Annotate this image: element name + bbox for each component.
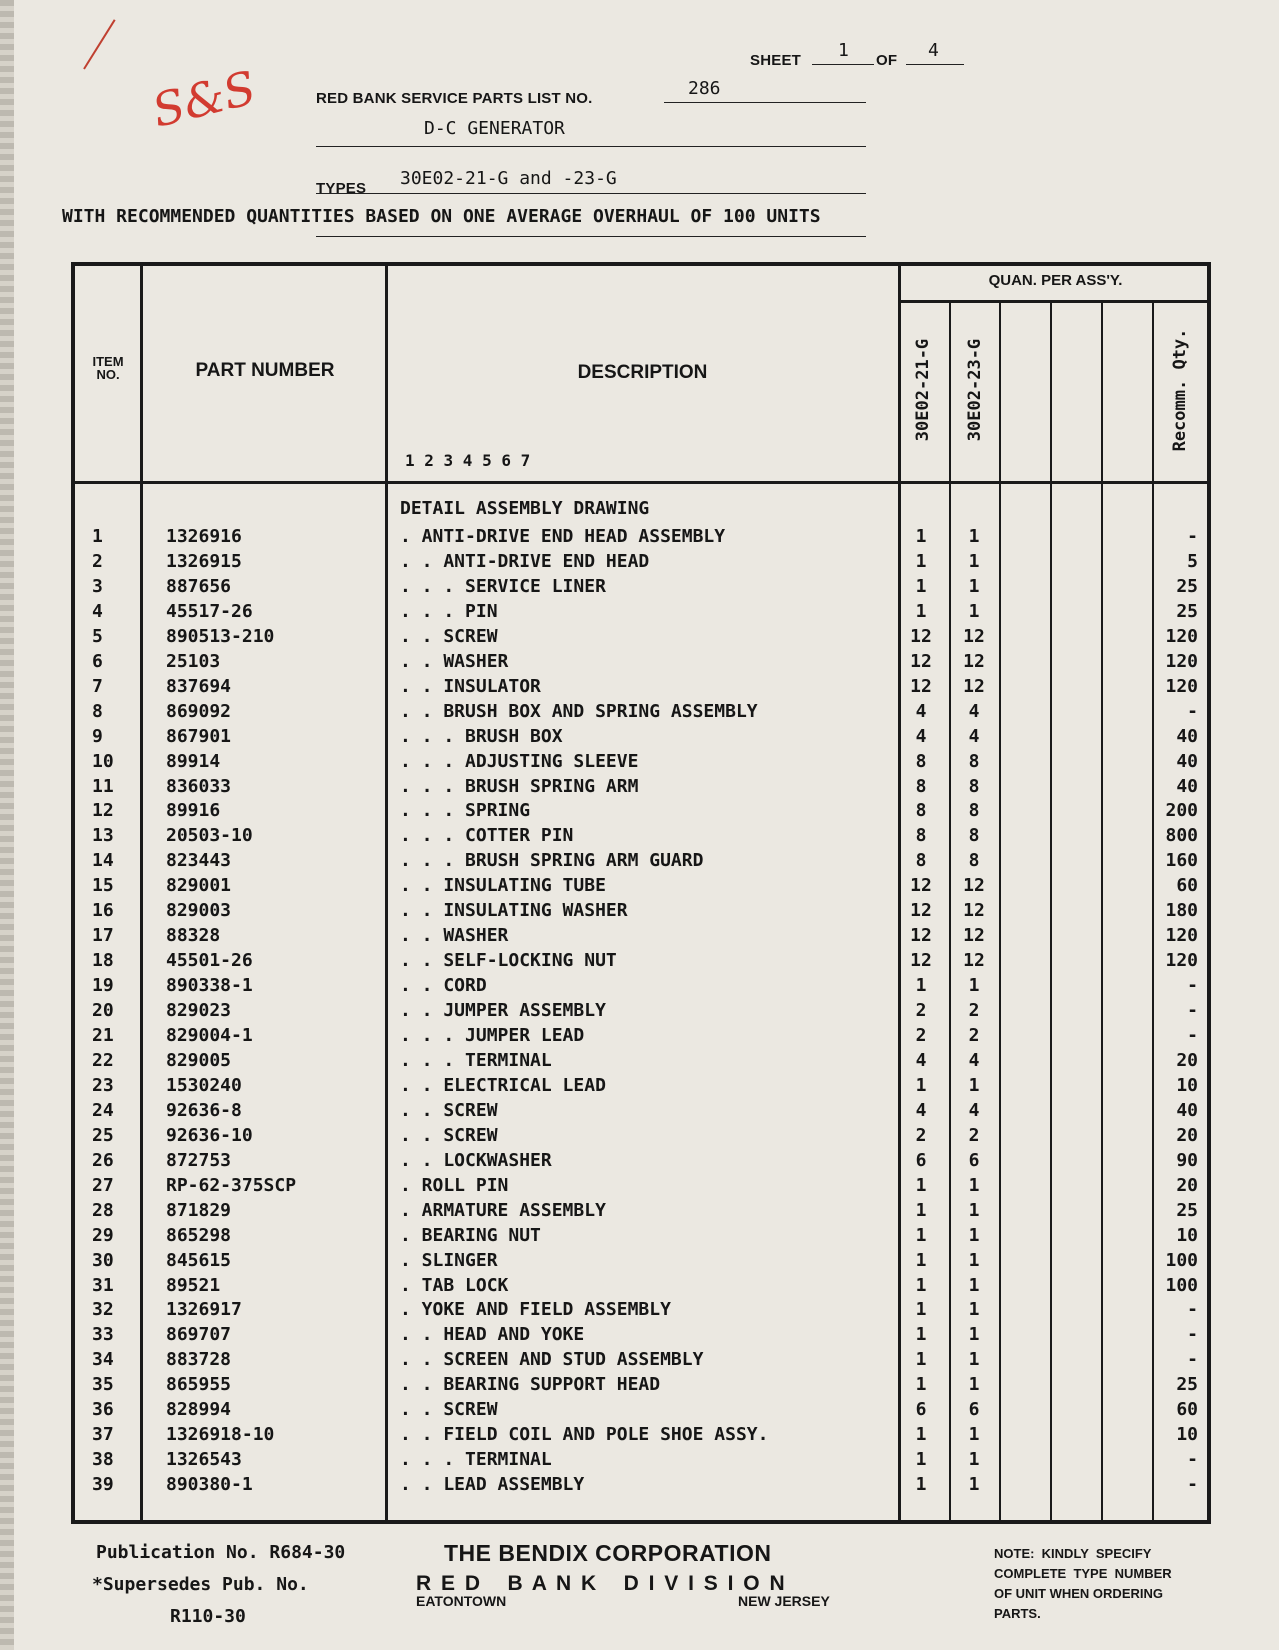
quantity-type2: 1 xyxy=(968,1424,980,1446)
part-number: 869092 xyxy=(166,700,232,722)
quan-per-assy-header: QUAN. PER ASS'Y. xyxy=(988,272,1123,289)
item-number: 25 xyxy=(92,1124,114,1146)
item-number: 11 xyxy=(92,775,114,797)
subtitle-rule xyxy=(316,236,866,237)
part-number: 872753 xyxy=(166,1149,232,1171)
item-number: 9 xyxy=(92,725,103,747)
type1-header: 30E02-21-G xyxy=(913,338,933,442)
part-description: . . . TERMINAL xyxy=(400,1449,552,1471)
recommended-quantity: - xyxy=(1187,700,1198,722)
part-description: . . INSULATING WASHER xyxy=(400,900,628,922)
part-number: 89916 xyxy=(166,800,221,822)
recommended-quantity: 100 xyxy=(1165,1274,1198,1296)
quantity-type2: 1 xyxy=(968,1249,980,1271)
item-number: 30 xyxy=(92,1249,114,1271)
item-number: 15 xyxy=(92,875,114,897)
part-description: . ANTI-DRIVE END HEAD ASSEMBLY xyxy=(400,526,726,547)
item-number: 21 xyxy=(92,1025,114,1046)
quantity-type1: 1 xyxy=(915,1174,927,1196)
recommended-quantity: 40 xyxy=(1176,1099,1198,1121)
part-description: . . SCREW xyxy=(400,1399,498,1421)
supersedes-number: R110-30 xyxy=(170,1606,246,1627)
part-number: 883728 xyxy=(166,1349,232,1371)
item-number: 32 xyxy=(92,1299,114,1321)
quan-header-rule xyxy=(898,300,1211,303)
recommended-quantity: - xyxy=(1187,1449,1198,1471)
recommended-quantity: 40 xyxy=(1176,775,1198,797)
recommended-quantity: 10 xyxy=(1176,1424,1198,1446)
quantity-type1: 4 xyxy=(915,1099,927,1121)
publication-number: Publication No. R684-30 xyxy=(96,1542,346,1563)
quantity-type1: 8 xyxy=(915,800,927,822)
quantity-type2: 1 xyxy=(968,600,980,622)
quantity-type1: 1 xyxy=(915,1324,927,1346)
recommended-quantity: - xyxy=(1187,975,1198,997)
part-description: . . . SPRING xyxy=(400,800,531,822)
item-number: 35 xyxy=(92,1374,114,1396)
sheet-total-rule xyxy=(906,64,964,65)
parts-list-label: RED BANK SERVICE PARTS LIST NO. xyxy=(316,90,593,107)
part-description: . . WASHER xyxy=(400,925,509,947)
recommended-quantity: 200 xyxy=(1165,800,1198,822)
item-number: 17 xyxy=(92,925,114,947)
part-description: . . . SERVICE LINER xyxy=(400,575,606,597)
item-number: 14 xyxy=(92,850,114,872)
item-number: 19 xyxy=(92,975,114,997)
part-description: . . CORD xyxy=(400,975,487,997)
part-description: . . SCREW xyxy=(400,1099,498,1121)
quantity-type2: 4 xyxy=(968,1099,980,1121)
item-number: 39 xyxy=(92,1474,114,1496)
part-description: . . . JUMPER LEAD xyxy=(400,1025,585,1046)
company-name: THE BENDIX CORPORATION xyxy=(444,1540,772,1566)
quantity-type2: 1 xyxy=(968,1449,980,1471)
part-description: . . . ADJUSTING SLEEVE xyxy=(400,750,639,772)
part-number: RP-62-375SCP xyxy=(166,1174,297,1196)
part-number: 890338-1 xyxy=(166,975,253,997)
quantity-type1: 1 xyxy=(915,575,927,597)
recommended-quantity: - xyxy=(1187,526,1198,547)
quantity-type1: 1 xyxy=(915,1224,927,1246)
quantity-type2: 12 xyxy=(963,900,985,922)
recommended-quantity: - xyxy=(1187,1349,1198,1371)
quantity-type1: 1 xyxy=(915,1474,927,1496)
quantity-type2: 1 xyxy=(968,1199,980,1221)
quantity-type1: 1 xyxy=(915,1299,927,1321)
quantity-type1: 12 xyxy=(910,900,932,922)
part-number: 887656 xyxy=(166,575,232,597)
item-number: 22 xyxy=(92,1049,114,1071)
supersedes-label: *Supersedes Pub. No. xyxy=(92,1574,309,1595)
part-number: 1326915 xyxy=(166,550,242,572)
binding-edge xyxy=(0,0,14,1650)
types-label: TYPES xyxy=(316,180,367,197)
recommended-quantity: 160 xyxy=(1165,850,1198,872)
sheet-label: SHEET xyxy=(750,52,802,69)
part-number: 20503-10 xyxy=(166,825,253,847)
item-number: 1 xyxy=(92,526,103,547)
part-number: 865955 xyxy=(166,1374,232,1396)
recommended-quantity: 40 xyxy=(1176,725,1198,747)
item-number: 23 xyxy=(92,1074,114,1096)
part-description: . . LOCKWASHER xyxy=(400,1149,552,1171)
quantity-type1: 8 xyxy=(915,775,927,797)
quantity-type2: 8 xyxy=(968,825,980,847)
part-number: 1530240 xyxy=(166,1074,242,1096)
recommended-quantity: - xyxy=(1187,1025,1198,1046)
part-description: . . INSULATING TUBE xyxy=(400,875,606,897)
quantity-type2: 12 xyxy=(963,875,985,897)
quantity-type1: 2 xyxy=(915,1124,927,1146)
quantity-type1: 1 xyxy=(915,975,927,997)
quantity-type2: 12 xyxy=(963,675,985,697)
quantity-type1: 4 xyxy=(915,725,927,747)
quantity-type1: 6 xyxy=(915,1149,927,1171)
quantity-type2: 1 xyxy=(968,1174,980,1196)
recommended-quantity: 40 xyxy=(1176,750,1198,772)
recommended-quantity: 25 xyxy=(1176,1199,1198,1221)
item-number: 6 xyxy=(92,650,103,672)
item-number: 27 xyxy=(92,1174,114,1196)
part-number: 869707 xyxy=(166,1324,232,1346)
quantity-type1: 2 xyxy=(915,1025,927,1046)
item-number: 37 xyxy=(92,1424,114,1446)
types-rule xyxy=(316,193,866,194)
type2-header: 30E02-23-G xyxy=(965,338,985,442)
recommended-quantity: 25 xyxy=(1176,575,1198,597)
item-number: 31 xyxy=(92,1274,114,1296)
sheet-number-rule xyxy=(812,64,874,65)
part-number: 890380-1 xyxy=(166,1474,253,1496)
item-number: 28 xyxy=(92,1199,114,1221)
quantity-type2: 4 xyxy=(968,700,980,722)
quantity-type2: 1 xyxy=(968,1474,980,1496)
quantity-type2: 6 xyxy=(968,1399,980,1421)
sheet-number: 1 xyxy=(838,40,849,61)
state: NEW JERSEY xyxy=(738,1593,830,1609)
item-no-header: ITEM NO. xyxy=(92,354,124,382)
part-number: 92636-8 xyxy=(166,1099,242,1121)
recommended-quantity: 180 xyxy=(1165,900,1198,922)
quantity-type2: 1 xyxy=(968,575,980,597)
divider-item xyxy=(140,262,143,1524)
quantity-type2: 1 xyxy=(968,1374,980,1396)
part-description: . ROLL PIN xyxy=(400,1174,509,1196)
part-description: . TAB LOCK xyxy=(400,1274,509,1296)
quantity-type2: 4 xyxy=(968,1049,980,1071)
quantity-type1: 1 xyxy=(915,600,927,622)
item-number: 38 xyxy=(92,1449,114,1471)
part-number: 890513-210 xyxy=(166,625,275,647)
quantity-type1: 8 xyxy=(915,750,927,772)
quantity-type1: 1 xyxy=(915,1374,927,1396)
quantity-type2: 1 xyxy=(968,1299,980,1321)
recommended-quantity: 25 xyxy=(1176,1374,1198,1396)
recommended-quantity: 60 xyxy=(1176,1399,1198,1421)
part-number: 89521 xyxy=(166,1274,221,1296)
of-label: OF xyxy=(876,52,898,69)
recommended-quantity: - xyxy=(1187,1324,1198,1346)
part-description: . . BRUSH BOX AND SPRING ASSEMBLY xyxy=(400,700,758,722)
quantity-type1: 12 xyxy=(910,875,932,897)
recommended-quantity: 90 xyxy=(1176,1149,1198,1171)
part-number: 92636-10 xyxy=(166,1124,253,1146)
quantity-type2: 1 xyxy=(968,1324,980,1346)
quantity-type2: 12 xyxy=(963,950,985,972)
part-description: . . . PIN xyxy=(400,600,498,622)
part-number: 88328 xyxy=(166,925,221,947)
quantity-type2: 2 xyxy=(968,1025,980,1046)
part-number: 89914 xyxy=(166,750,221,772)
part-number: 25103 xyxy=(166,650,221,672)
quantity-type1: 8 xyxy=(915,825,927,847)
note-line-1: NOTE: KINDLY SPECIFY xyxy=(994,1546,1152,1561)
part-description: . . HEAD AND YOKE xyxy=(400,1324,585,1346)
quantity-type1: 1 xyxy=(915,1349,927,1371)
list-number-rule xyxy=(664,102,866,103)
item-number: 24 xyxy=(92,1099,114,1121)
part-description: . YOKE AND FIELD ASSEMBLY xyxy=(400,1299,671,1321)
quantity-type2: 1 xyxy=(968,1349,980,1371)
part-number: 828994 xyxy=(166,1399,232,1421)
quantity-type1: 1 xyxy=(915,550,927,572)
item-number: 2 xyxy=(92,550,103,572)
part-number: 865298 xyxy=(166,1224,232,1246)
divider-desc xyxy=(898,262,901,1524)
quantity-type2: 8 xyxy=(968,800,980,822)
quantity-type1: 8 xyxy=(915,850,927,872)
quantity-type1: 2 xyxy=(915,1000,927,1022)
recommended-quantity: 25 xyxy=(1176,600,1198,622)
quantity-type2: 1 xyxy=(968,550,980,572)
recommended-quantity: - xyxy=(1187,1299,1198,1321)
document-title: D-C GENERATOR xyxy=(424,118,565,139)
part-number: 1326543 xyxy=(166,1449,242,1471)
item-number: 20 xyxy=(92,1000,114,1022)
recommended-quantity: 20 xyxy=(1176,1174,1198,1196)
item-number: 10 xyxy=(92,750,114,772)
part-description: . . BEARING SUPPORT HEAD xyxy=(400,1374,661,1396)
item-number: 18 xyxy=(92,950,114,972)
part-number: 829001 xyxy=(166,875,232,897)
part-number: 829005 xyxy=(166,1049,232,1071)
recommended-quantity: - xyxy=(1187,1000,1198,1022)
part-number: 829023 xyxy=(166,1000,232,1022)
part-description: . . LEAD ASSEMBLY xyxy=(400,1474,585,1496)
recommended-quantity: 120 xyxy=(1165,625,1198,647)
quantity-type2: 2 xyxy=(968,1000,980,1022)
quantity-type1: 1 xyxy=(915,1449,927,1471)
recommended-quantity: 800 xyxy=(1165,825,1198,847)
part-number: 836033 xyxy=(166,775,232,797)
part-description: . . SCREW xyxy=(400,625,498,647)
quantity-type2: 12 xyxy=(963,625,985,647)
part-description: . . ELECTRICAL LEAD xyxy=(400,1074,606,1096)
parts-table xyxy=(71,262,1211,1524)
item-number: 33 xyxy=(92,1324,114,1346)
part-description: . SLINGER xyxy=(400,1249,498,1271)
recommended-quantity: 100 xyxy=(1165,1249,1198,1271)
types-value: 30E02-21-G and -23-G xyxy=(400,168,617,189)
quantity-type2: 1 xyxy=(968,526,980,547)
part-description: . . JUMPER ASSEMBLY xyxy=(400,1000,606,1022)
part-description: . . WASHER xyxy=(400,650,509,672)
recommended-quantity: 10 xyxy=(1176,1074,1198,1096)
part-description: . . . COTTER PIN xyxy=(400,825,574,847)
item-number: 16 xyxy=(92,900,114,922)
quantity-type1: 1 xyxy=(915,1249,927,1271)
parts-list-number: 286 xyxy=(688,78,721,99)
part-number: 829004-1 xyxy=(166,1025,253,1046)
part-description: . . SCREW xyxy=(400,1124,498,1146)
recommended-quantity: 60 xyxy=(1176,875,1198,897)
indent-scale: 1 2 3 4 5 6 7 xyxy=(405,451,531,470)
part-description: . . . BRUSH SPRING ARM xyxy=(400,775,639,797)
recommended-quantity: 120 xyxy=(1165,650,1198,672)
item-number: 7 xyxy=(92,675,103,697)
item-number: 12 xyxy=(92,800,114,822)
division-name: R E D B A N K D I V I S I O N xyxy=(416,1572,786,1595)
item-number: 8 xyxy=(92,700,103,722)
quantity-type1: 12 xyxy=(910,950,932,972)
quantity-type2: 4 xyxy=(968,725,980,747)
item-number: 13 xyxy=(92,825,114,847)
item-number: 26 xyxy=(92,1149,114,1171)
quantity-type2: 8 xyxy=(968,850,980,872)
quantity-type1: 12 xyxy=(910,675,932,697)
quantity-type1: 12 xyxy=(910,925,932,947)
sheet-total: 4 xyxy=(928,40,939,61)
handwritten-initials: S&S xyxy=(147,60,261,138)
note-line-4: PARTS. xyxy=(994,1606,1041,1621)
note-line-2: COMPLETE TYPE NUMBER xyxy=(994,1566,1172,1581)
recommended-quantity: - xyxy=(1187,1474,1198,1496)
part-number: 45517-26 xyxy=(166,600,253,622)
part-number: 829003 xyxy=(166,900,232,922)
part-description: . . SCREEN AND STUD ASSEMBLY xyxy=(400,1349,704,1371)
part-number: 823443 xyxy=(166,850,232,872)
part-number: 45501-26 xyxy=(166,950,253,972)
city: EATONTOWN xyxy=(416,1593,507,1609)
item-number: 36 xyxy=(92,1399,114,1421)
note-line-3: OF UNIT WHEN ORDERING xyxy=(994,1586,1163,1601)
description-header: DESCRIPTION xyxy=(577,362,708,383)
part-number: 837694 xyxy=(166,675,232,697)
recommended-quantity: 120 xyxy=(1165,950,1198,972)
quantity-type2: 12 xyxy=(963,650,985,672)
detail-assembly-heading: DETAIL ASSEMBLY DRAWING xyxy=(400,498,650,519)
recommended-quantities-note: WITH RECOMMENDED QUANTITIES BASED ON ONE AVERAGE OVERHAUL OF 100 UNITS xyxy=(62,206,821,227)
item-number: 4 xyxy=(92,600,103,622)
quantity-type2: 1 xyxy=(968,1274,980,1296)
quantity-type1: 1 xyxy=(915,1424,927,1446)
item-number: 3 xyxy=(92,575,103,597)
recommended-quantity: 5 xyxy=(1187,550,1198,572)
quantity-type1: 1 xyxy=(915,526,927,547)
quantity-type1: 12 xyxy=(910,625,932,647)
title-rule xyxy=(316,146,866,147)
quantity-type2: 2 xyxy=(968,1124,980,1146)
part-description: . . . TERMINAL xyxy=(400,1049,552,1071)
part-number: 1326916 xyxy=(166,526,242,547)
recommended-quantity: 20 xyxy=(1176,1049,1198,1071)
part-description: . . ANTI-DRIVE END HEAD xyxy=(400,550,650,572)
quantity-type2: 1 xyxy=(968,975,980,997)
part-number: 845615 xyxy=(166,1249,232,1271)
quantity-type1: 1 xyxy=(915,1199,927,1221)
header-bottom-rule xyxy=(71,481,1211,484)
recommended-quantity: 120 xyxy=(1165,925,1198,947)
quantity-type2: 1 xyxy=(968,1074,980,1096)
part-number: 867901 xyxy=(166,725,232,747)
recommended-quantity: 20 xyxy=(1176,1124,1198,1146)
quantity-type1: 1 xyxy=(915,1074,927,1096)
quantity-type1: 4 xyxy=(915,1049,927,1071)
quantity-type2: 1 xyxy=(968,1224,980,1246)
quantity-type1: 12 xyxy=(910,650,932,672)
quantity-type1: 1 xyxy=(915,1274,927,1296)
part-number-header: PART NUMBER xyxy=(195,360,335,381)
quantity-type2: 8 xyxy=(968,775,980,797)
quantity-type2: 8 xyxy=(968,750,980,772)
part-number: 1326918-10 xyxy=(166,1424,275,1446)
recomm-qty-header: Recomm. Qty. xyxy=(1170,328,1190,452)
part-description: . BEARING NUT xyxy=(400,1224,541,1246)
item-number: 34 xyxy=(92,1349,114,1371)
item-number: 5 xyxy=(92,625,103,647)
quantity-type1: 4 xyxy=(915,700,927,722)
part-description: . . FIELD COIL AND POLE SHOE ASSY. xyxy=(400,1424,769,1446)
divider-part xyxy=(385,262,388,1524)
quantity-type2: 6 xyxy=(968,1149,980,1171)
part-description: . ARMATURE ASSEMBLY xyxy=(400,1199,606,1221)
part-description: . . . BRUSH BOX xyxy=(400,725,563,747)
item-number: 29 xyxy=(92,1224,114,1246)
quantity-type1: 6 xyxy=(915,1399,927,1421)
part-number: 1326917 xyxy=(166,1299,242,1321)
quantity-type2: 12 xyxy=(963,925,985,947)
part-description: . . SELF-LOCKING NUT xyxy=(400,950,617,972)
part-number: 871829 xyxy=(166,1199,232,1221)
pen-mark xyxy=(83,19,115,69)
recommended-quantity: 120 xyxy=(1165,675,1198,697)
part-description: . . . BRUSH SPRING ARM GUARD xyxy=(400,850,704,872)
part-description: . . INSULATOR xyxy=(400,675,541,697)
recommended-quantity: 10 xyxy=(1176,1224,1198,1246)
